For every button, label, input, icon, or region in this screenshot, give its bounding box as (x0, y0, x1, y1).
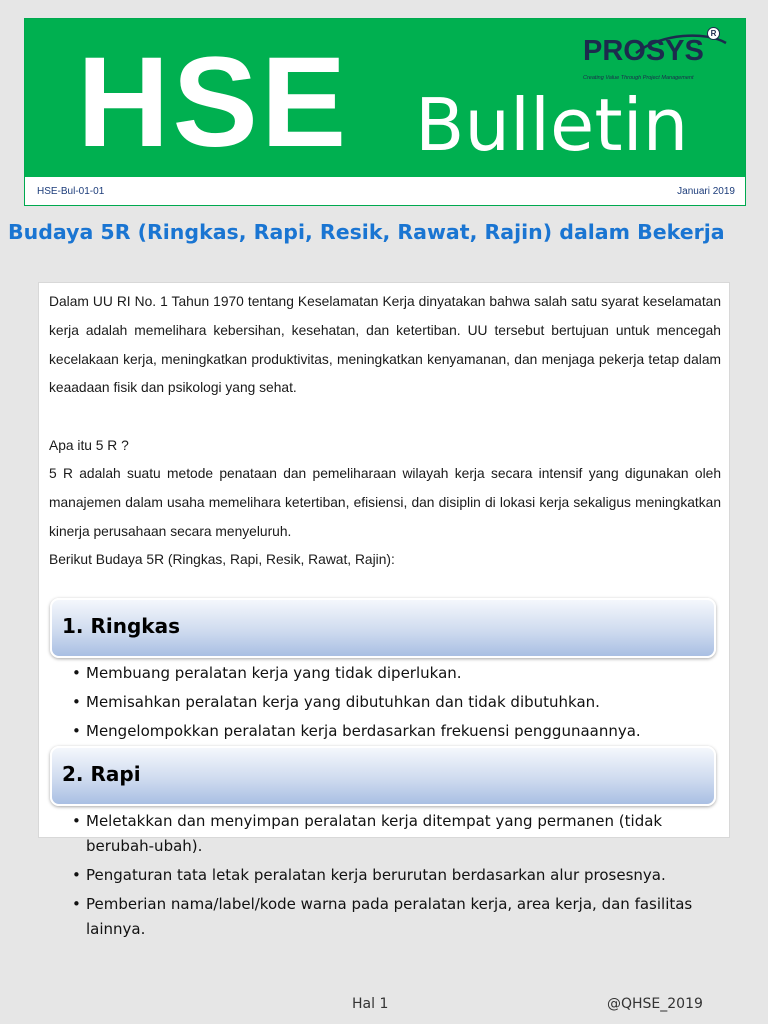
question-text: Apa itu 5 R ? (49, 438, 129, 453)
registered-mark-icon: R (707, 27, 720, 40)
footer-handle: @QHSE_2019 (607, 996, 703, 1012)
header-banner (25, 19, 745, 177)
list-item: • Pemberian nama/label/kode warna pada peralatan kerja, area kerja, dan fasilitas lainnya. (72, 892, 722, 942)
list-intro-text: Berikut Budaya 5R (Ringkas, Rapi, Resik, Rawat, Rajin): (49, 552, 395, 567)
bulletin-heading: Bulletin (415, 83, 689, 167)
rapi-list (72, 809, 722, 946)
logo-tagline: Creating Value Through Project Management (583, 75, 694, 81)
bulletin-header (24, 18, 746, 206)
section-title: 1. Ringkas (62, 614, 180, 638)
bulletin-title: Budaya 5R (Ringkas, Rapi, Resik, Rawat, Rajin) dalam Bekerja (8, 220, 725, 244)
list-item: • Mengelompokkan peralatan kerja berdasarkan frekuensi penggunaannya. (72, 719, 722, 744)
intro-paragraph: Dalam UU RI No. 1 Tahun 1970 tentang Keselamatan Kerja dinyatakan bahwa salah satu syarat keselamatan kerja adalah memelihara kebersihan, kesehatan, dan ketertiban. UU tersebut bertujuan untuk mencegah kecelakaan kerja, meningkatkan produktivitas, meningkatkan kenyamanan, dan menjaga pekerja tetap dalam keaadaan fisik dan psikologi yang sehat. (49, 294, 721, 396)
hse-heading: HSE (77, 31, 350, 174)
list-item: • Meletakkan dan menyimpan peralatan kerja ditempat yang permanen (tidak berubah-ubah). (72, 809, 722, 859)
prosys-logo (571, 27, 741, 89)
list-item: • Memisahkan peralatan kerja yang dibutuhkan dan tidak dibutuhkan. (72, 690, 722, 715)
page-number: Hal 1 (352, 996, 389, 1012)
list-item: • Pengaturan tata letak peralatan kerja berurutan berdasarkan alur prosesnya. (72, 863, 722, 888)
document-date: Januari 2019 (677, 186, 735, 197)
section-header-ringkas (50, 598, 716, 658)
logo-text: PROSYS (583, 35, 704, 67)
section-header-rapi (50, 746, 716, 806)
section-title: 2. Rapi (62, 762, 141, 786)
definition-paragraph: 5 R adalah suatu metode penataan dan pemeliharaan wilayah kerja secara intensif yang digunakan oleh manajemen dalam usaha memelihara ketertiban, efisiensi, dan disiplin di lokasi kerja sekaligus meningkatkan kinerja perusahaan secara menyeluruh. (49, 466, 721, 539)
ringkas-list (72, 661, 722, 748)
document-code: HSE-Bul-01-01 (37, 186, 105, 197)
list-item: • Membuang peralatan kerja yang tidak diperlukan. (72, 661, 722, 686)
